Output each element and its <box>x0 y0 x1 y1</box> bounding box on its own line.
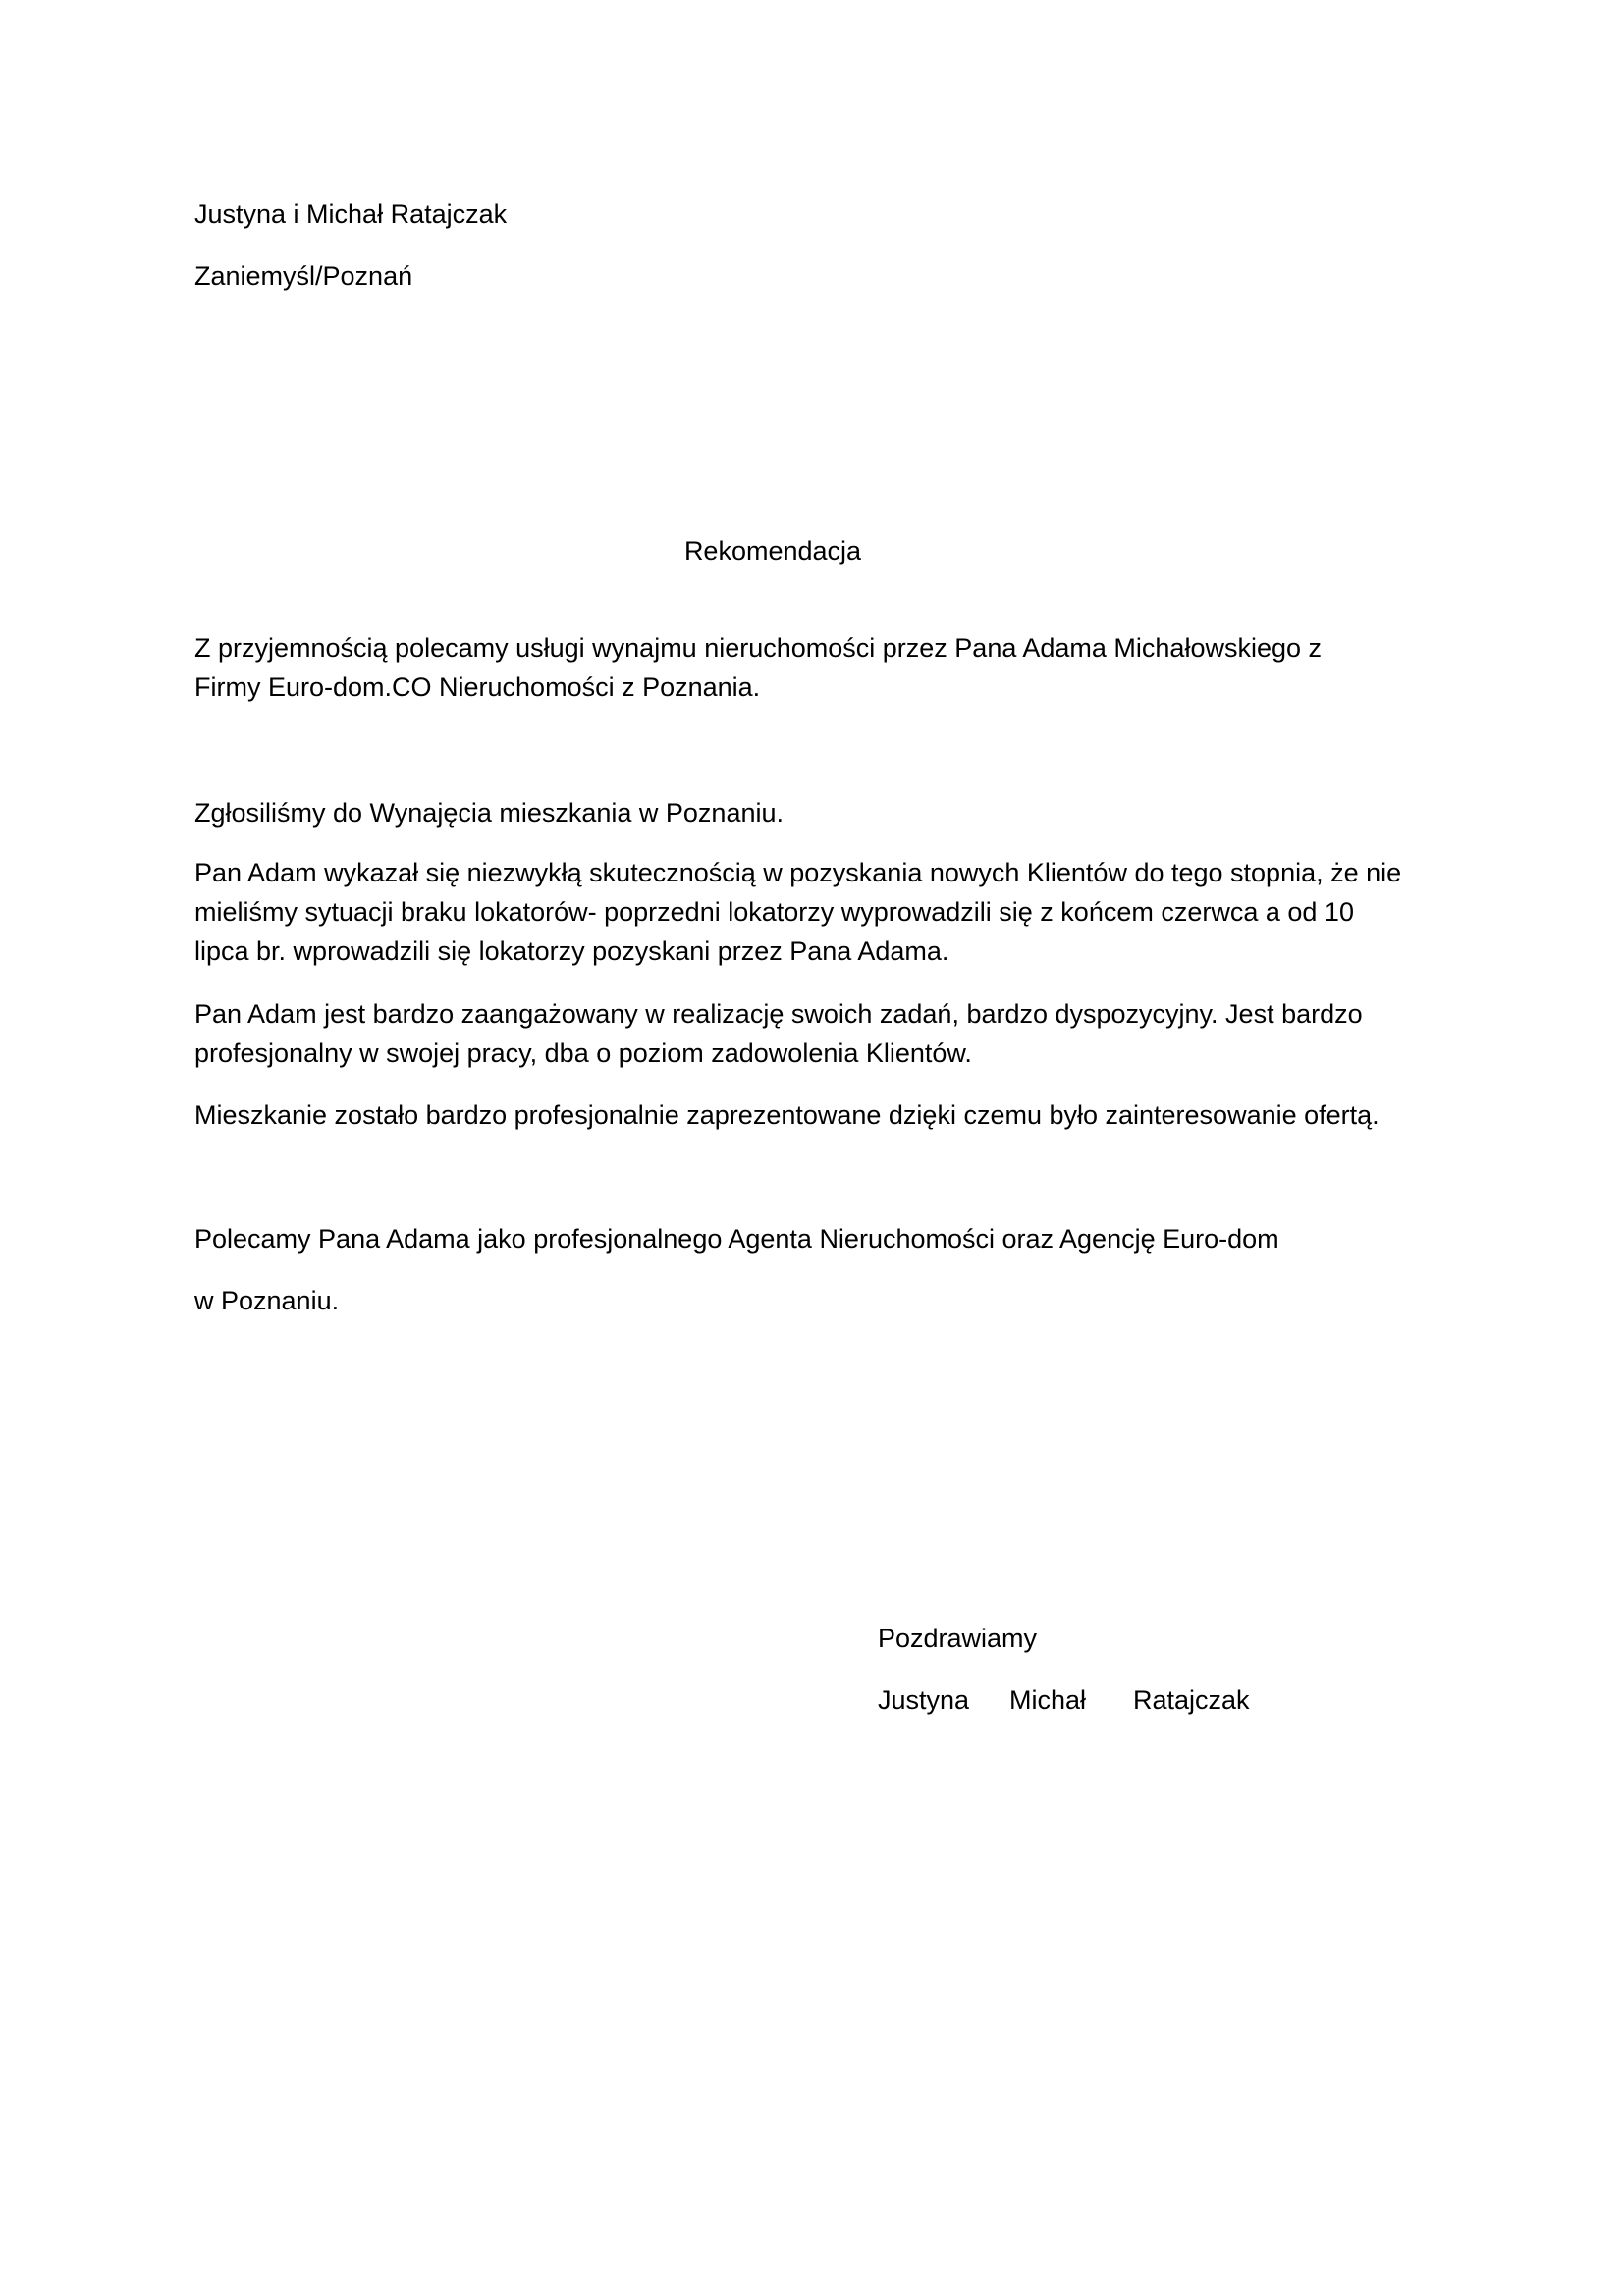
paragraph-2: Zgłosiliśmy do Wynajęcia mieszkania w Poznaniu. <box>194 798 784 828</box>
signature-last-name: Ratajczak <box>1133 1685 1250 1715</box>
paragraph-3-line-1: Pan Adam wykazał się niezwykłą skutecznością w pozyskania nowych Klientów do tego stopnia, że nie <box>194 858 1402 887</box>
paragraph-5: Mieszkanie zostało bardzo profesjonalnie zaprezentowane dzięki czemu było zainteresowanie ofertą. <box>194 1100 1380 1130</box>
paragraph-4-line-1: Pan Adam jest bardzo zaangażowany w realizację swoich zadań, bardzo dyspozycyjny. Jest bardzo <box>194 999 1363 1029</box>
signature-first-name-2: Michał <box>1009 1685 1087 1715</box>
signature-name <box>878 1681 1250 1720</box>
paragraph-6-line-1: Polecamy Pana Adama jako profesjonalnego Agenta Nieruchomości oraz Agencję Euro-dom <box>194 1224 1279 1254</box>
paragraph-1-line-1: Z przyjemnością polecamy usługi wynajmu nieruchomości przez Pana Adama Michałowskiego z <box>194 633 1323 663</box>
sender-name: Justyna i Michał Ratajczak <box>194 199 508 229</box>
paragraph-1-line-2: Firmy Euro-dom.CO Nieruchomości z Poznania. <box>194 672 761 702</box>
sender-location: Zaniemyśl/Poznań <box>194 261 413 291</box>
signature-first-name-1: Justyna <box>878 1685 970 1715</box>
document-title: Rekomendacja <box>683 536 862 565</box>
paragraph-6-line-2: w Poznaniu. <box>194 1286 340 1315</box>
paragraph-3-line-2: mieliśmy sytuacji braku lokatorów- poprzedni lokatorzy wyprowadzili się z końcem czerwca a od 10 <box>194 897 1354 927</box>
paragraph-4-line-2: profesjonalny w swojej pracy, dba o poziom zadowolenia Klientów. <box>194 1039 972 1068</box>
closing-greeting: Pozdrawiamy <box>878 1624 1038 1653</box>
paragraph-3-line-3: lipca br. wprowadzili się lokatorzy pozyskani przez Pana Adama. <box>194 936 949 966</box>
